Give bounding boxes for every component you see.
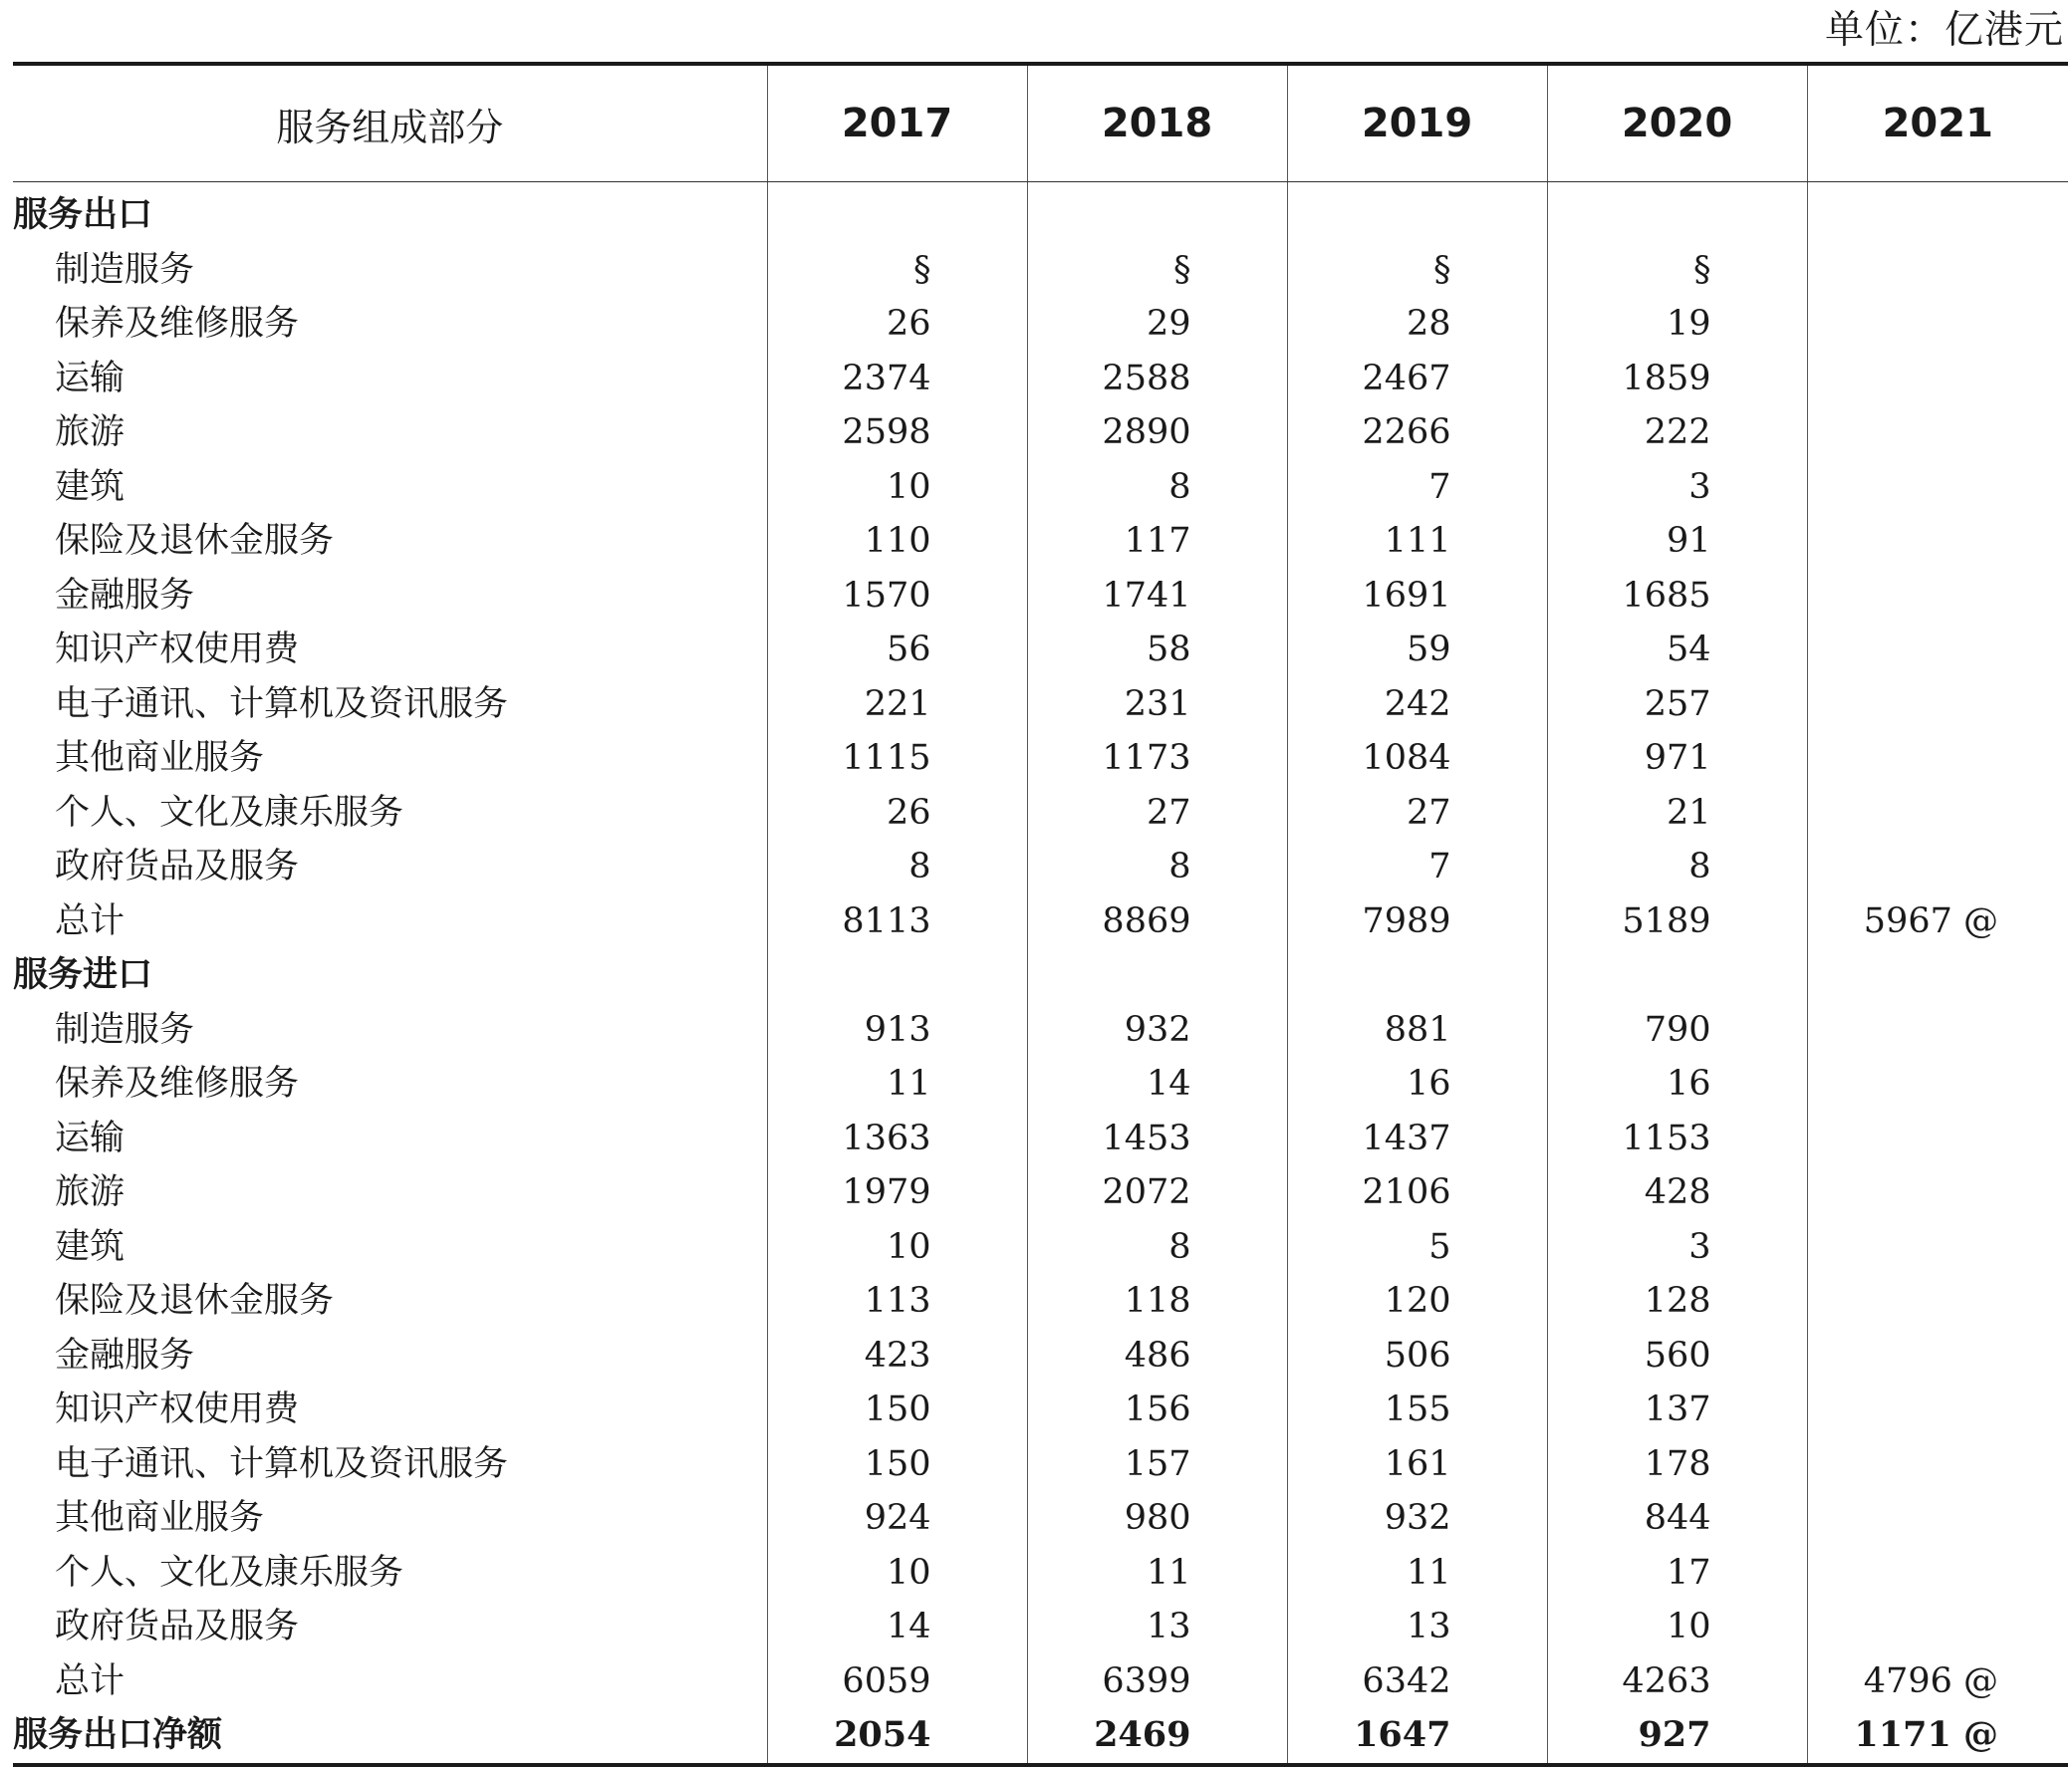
imports-value-cell bbox=[1807, 1600, 2068, 1654]
exports-value-cell: 117 bbox=[1027, 514, 1287, 569]
exports-value-cell: 2890 bbox=[1027, 405, 1287, 460]
imports-value-cell: 10 bbox=[767, 1220, 1027, 1275]
imports-row-label: 保养及维修服务 bbox=[55, 1064, 300, 1105]
table-row bbox=[13, 840, 2068, 894]
exports-value-cell bbox=[1807, 731, 2068, 786]
header-year-2017: 2017 bbox=[767, 64, 1027, 182]
exports-value-cell: 56 bbox=[767, 623, 1027, 677]
exports-value-cell bbox=[1807, 405, 2068, 460]
table-row bbox=[13, 297, 2068, 352]
table-row bbox=[13, 786, 2068, 841]
exports-value-cell: § bbox=[1547, 243, 1807, 298]
exports-value-cell: 19 bbox=[1547, 297, 1807, 352]
exports-value-cell bbox=[1807, 352, 2068, 406]
net-exports-value-cell: 1171 @ bbox=[1807, 1708, 2068, 1765]
imports-value-cell: 150 bbox=[767, 1383, 1027, 1437]
imports-row-label: 建筑 bbox=[55, 1226, 126, 1267]
exports-value-cell: 26 bbox=[767, 786, 1027, 841]
imports-value-cell: 178 bbox=[1547, 1437, 1807, 1492]
imports-value-cell: 113 bbox=[767, 1274, 1027, 1329]
imports-value-cell: 506 bbox=[1287, 1329, 1547, 1384]
table-row bbox=[13, 1220, 2068, 1275]
exports-value-cell bbox=[1807, 243, 2068, 298]
exports-value-cell bbox=[1807, 677, 2068, 732]
imports-value-cell: 844 bbox=[1547, 1491, 1807, 1546]
exports-value-cell: 2588 bbox=[1027, 352, 1287, 406]
exports-value-cell: 8869 bbox=[1027, 894, 1287, 949]
imports-value-cell: 4263 bbox=[1547, 1654, 1807, 1709]
exports-value-cell: 2598 bbox=[767, 405, 1027, 460]
exports-value-cell: 221 bbox=[767, 677, 1027, 732]
exports-value-cell: 110 bbox=[767, 514, 1027, 569]
table-body bbox=[13, 182, 2068, 1765]
exports-value-cell: 257 bbox=[1547, 677, 1807, 732]
imports-row-label: 个人、文化及康乐服务 bbox=[55, 1552, 404, 1593]
exports-value-cell: 1115 bbox=[767, 731, 1027, 786]
imports-row-label: 政府货品及服务 bbox=[55, 1607, 300, 1647]
header-year-2018: 2018 bbox=[1027, 64, 1287, 182]
imports-value-cell: 1363 bbox=[767, 1112, 1027, 1166]
exports-value-cell: 8 bbox=[767, 840, 1027, 894]
imports-value-cell: 118 bbox=[1027, 1274, 1287, 1329]
header-year-2020: 2020 bbox=[1547, 64, 1807, 182]
exports-row-label: 总计 bbox=[55, 900, 126, 941]
table-row bbox=[13, 1491, 2068, 1546]
imports-value-cell: 8 bbox=[1027, 1220, 1287, 1275]
imports-value-cell: 11 bbox=[1027, 1546, 1287, 1601]
section-imports-row bbox=[13, 948, 2068, 1003]
header-year-2021: 2021 bbox=[1807, 64, 2068, 182]
imports-value-cell: 11 bbox=[1287, 1546, 1547, 1601]
imports-row-label: 知识产权使用费 bbox=[55, 1389, 300, 1430]
section-title: 服务进口 bbox=[13, 954, 153, 996]
table-row bbox=[13, 1600, 2068, 1654]
imports-value-cell: 423 bbox=[767, 1329, 1027, 1384]
exports-value-cell: 3 bbox=[1547, 460, 1807, 515]
table-row bbox=[13, 1437, 2068, 1492]
exports-value-cell bbox=[1807, 840, 2068, 894]
exports-value-cell: 1859 bbox=[1547, 352, 1807, 406]
imports-row-label: 运输 bbox=[55, 1118, 126, 1158]
imports-value-cell bbox=[1807, 1112, 2068, 1166]
net-exports-value-cell: 1647 bbox=[1287, 1708, 1547, 1765]
table-row bbox=[13, 405, 2068, 460]
exports-value-cell: 1691 bbox=[1287, 569, 1547, 624]
imports-row-label: 其他商业服务 bbox=[55, 1498, 265, 1539]
exports-row-label: 保养及维修服务 bbox=[55, 304, 300, 345]
exports-value-cell bbox=[1807, 460, 2068, 515]
imports-row-label: 金融服务 bbox=[55, 1335, 195, 1376]
imports-value-cell bbox=[1807, 1329, 2068, 1384]
unit-label: 单位：亿港元 bbox=[1824, 8, 2064, 53]
exports-value-cell: 58 bbox=[1027, 623, 1287, 677]
table-row bbox=[13, 894, 2068, 949]
header-year-2019: 2019 bbox=[1287, 64, 1547, 182]
imports-value-cell: 157 bbox=[1027, 1437, 1287, 1492]
imports-value-cell: 913 bbox=[767, 1003, 1027, 1058]
exports-row-label: 电子通讯、计算机及资讯服务 bbox=[55, 683, 509, 724]
imports-value-cell: 881 bbox=[1287, 1003, 1547, 1058]
table-row bbox=[13, 1329, 2068, 1384]
table-row bbox=[13, 569, 2068, 624]
exports-value-cell: 2467 bbox=[1287, 352, 1547, 406]
imports-value-cell: 161 bbox=[1287, 1437, 1547, 1492]
table-row bbox=[13, 1383, 2068, 1437]
exports-value-cell: 231 bbox=[1027, 677, 1287, 732]
exports-row-label: 旅游 bbox=[55, 412, 126, 453]
imports-value-cell: 932 bbox=[1027, 1003, 1287, 1058]
imports-value-cell: 120 bbox=[1287, 1274, 1547, 1329]
table-row bbox=[13, 1654, 2068, 1709]
imports-value-cell: 16 bbox=[1547, 1057, 1807, 1112]
exports-value-cell: 8113 bbox=[767, 894, 1027, 949]
exports-value-cell: 1741 bbox=[1027, 569, 1287, 624]
section-exports-row bbox=[13, 182, 2068, 243]
exports-value-cell: 7 bbox=[1287, 840, 1547, 894]
table-row bbox=[13, 1274, 2068, 1329]
header-row bbox=[13, 64, 2068, 182]
exports-row-label: 政府货品及服务 bbox=[55, 847, 300, 887]
exports-value-cell: 21 bbox=[1547, 786, 1807, 841]
exports-value-cell: 5189 bbox=[1547, 894, 1807, 949]
exports-value-cell: 8 bbox=[1027, 460, 1287, 515]
exports-value-cell: 27 bbox=[1287, 786, 1547, 841]
exports-value-cell: 222 bbox=[1547, 405, 1807, 460]
exports-row-label: 个人、文化及康乐服务 bbox=[55, 792, 404, 833]
table-row bbox=[13, 243, 2068, 298]
exports-value-cell: 7 bbox=[1287, 460, 1547, 515]
exports-value-cell: 1173 bbox=[1027, 731, 1287, 786]
exports-value-cell: 971 bbox=[1547, 731, 1807, 786]
exports-value-cell bbox=[1807, 623, 2068, 677]
exports-row-label: 建筑 bbox=[55, 466, 126, 507]
exports-value-cell: 1685 bbox=[1547, 569, 1807, 624]
exports-value-cell: 5967 @ bbox=[1807, 894, 2068, 949]
table-row bbox=[13, 623, 2068, 677]
imports-value-cell: 13 bbox=[1027, 1600, 1287, 1654]
exports-value-cell bbox=[1807, 569, 2068, 624]
imports-value-cell: 4796 @ bbox=[1807, 1654, 2068, 1709]
exports-value-cell: 8 bbox=[1547, 840, 1807, 894]
imports-value-cell: 486 bbox=[1027, 1329, 1287, 1384]
exports-value-cell: § bbox=[1027, 243, 1287, 298]
imports-value-cell bbox=[1807, 1383, 2068, 1437]
table-row bbox=[13, 677, 2068, 732]
exports-row-label: 保险及退休金服务 bbox=[55, 521, 335, 562]
exports-value-cell: 28 bbox=[1287, 297, 1547, 352]
imports-value-cell: 156 bbox=[1027, 1383, 1287, 1437]
exports-value-cell: 29 bbox=[1027, 297, 1287, 352]
imports-value-cell: 5 bbox=[1287, 1220, 1547, 1275]
imports-value-cell: 11 bbox=[767, 1057, 1027, 1112]
imports-value-cell: 1437 bbox=[1287, 1112, 1547, 1166]
exports-value-cell: 1084 bbox=[1287, 731, 1547, 786]
imports-value-cell: 14 bbox=[767, 1600, 1027, 1654]
imports-value-cell: 2072 bbox=[1027, 1165, 1287, 1220]
exports-value-cell: 54 bbox=[1547, 623, 1807, 677]
imports-value-cell bbox=[1807, 1546, 2068, 1601]
exports-value-cell bbox=[1807, 297, 2068, 352]
exports-value-cell: 26 bbox=[767, 297, 1027, 352]
imports-value-cell: 13 bbox=[1287, 1600, 1547, 1654]
imports-value-cell: 1979 bbox=[767, 1165, 1027, 1220]
imports-value-cell bbox=[1807, 1274, 2068, 1329]
imports-row-label: 旅游 bbox=[55, 1172, 126, 1213]
imports-value-cell: 428 bbox=[1547, 1165, 1807, 1220]
exports-value-cell: § bbox=[767, 243, 1027, 298]
imports-value-cell: 6059 bbox=[767, 1654, 1027, 1709]
table-row bbox=[13, 1112, 2068, 1166]
exports-value-cell: 10 bbox=[767, 460, 1027, 515]
table-row bbox=[13, 460, 2068, 515]
imports-value-cell: 155 bbox=[1287, 1383, 1547, 1437]
imports-value-cell: 6399 bbox=[1027, 1654, 1287, 1709]
section-title: 服务出口 bbox=[13, 194, 153, 236]
imports-value-cell bbox=[1807, 1003, 2068, 1058]
net-exports-row bbox=[13, 1708, 2068, 1765]
imports-value-cell bbox=[1807, 1057, 2068, 1112]
imports-value-cell: 560 bbox=[1547, 1329, 1807, 1384]
table-row bbox=[13, 1546, 2068, 1601]
exports-value-cell: 2266 bbox=[1287, 405, 1547, 460]
exports-value-cell: 111 bbox=[1287, 514, 1547, 569]
table-row bbox=[13, 1057, 2068, 1112]
imports-value-cell: 137 bbox=[1547, 1383, 1807, 1437]
exports-value-cell: 27 bbox=[1027, 786, 1287, 841]
imports-value-cell: 10 bbox=[1547, 1600, 1807, 1654]
exports-row-label: 其他商业服务 bbox=[55, 738, 265, 779]
exports-value-cell bbox=[1807, 514, 2068, 569]
exports-value-cell: 242 bbox=[1287, 677, 1547, 732]
net-exports-value-cell: 2469 bbox=[1027, 1708, 1287, 1765]
imports-value-cell: 1153 bbox=[1547, 1112, 1807, 1166]
imports-value-cell: 14 bbox=[1027, 1057, 1287, 1112]
imports-value-cell bbox=[1807, 1165, 2068, 1220]
imports-value-cell: 6342 bbox=[1287, 1654, 1547, 1709]
imports-value-cell: 128 bbox=[1547, 1274, 1807, 1329]
table-row bbox=[13, 514, 2068, 569]
imports-value-cell bbox=[1807, 1437, 2068, 1492]
imports-value-cell: 924 bbox=[767, 1491, 1027, 1546]
exports-row-label: 运输 bbox=[55, 358, 126, 398]
exports-row-label: 制造服务 bbox=[55, 249, 195, 290]
exports-value-cell: 1570 bbox=[767, 569, 1027, 624]
services-trade-table bbox=[13, 62, 2068, 1767]
net-exports-value-cell: 2054 bbox=[767, 1708, 1027, 1765]
net-exports-label: 服务出口净额 bbox=[13, 1714, 223, 1756]
imports-value-cell: 2106 bbox=[1287, 1165, 1547, 1220]
imports-row-label: 电子通讯、计算机及资讯服务 bbox=[55, 1443, 509, 1484]
exports-row-label: 金融服务 bbox=[55, 575, 195, 616]
imports-value-cell: 980 bbox=[1027, 1491, 1287, 1546]
imports-value-cell bbox=[1807, 1220, 2068, 1275]
exports-value-cell: 8 bbox=[1027, 840, 1287, 894]
imports-value-cell: 150 bbox=[767, 1437, 1027, 1492]
imports-value-cell: 790 bbox=[1547, 1003, 1807, 1058]
imports-value-cell: 3 bbox=[1547, 1220, 1807, 1275]
table-row bbox=[13, 1003, 2068, 1058]
imports-value-cell: 932 bbox=[1287, 1491, 1547, 1546]
exports-value-cell: 91 bbox=[1547, 514, 1807, 569]
net-exports-value-cell: 927 bbox=[1547, 1708, 1807, 1765]
exports-row-label: 知识产权使用费 bbox=[55, 630, 300, 670]
imports-value-cell: 17 bbox=[1547, 1546, 1807, 1601]
imports-row-label: 总计 bbox=[55, 1660, 126, 1701]
imports-value-cell bbox=[1807, 1491, 2068, 1546]
imports-row-label: 制造服务 bbox=[55, 1009, 195, 1050]
table-row bbox=[13, 731, 2068, 786]
table-row bbox=[13, 352, 2068, 406]
table-row bbox=[13, 1165, 2068, 1220]
imports-row-label: 保险及退休金服务 bbox=[55, 1281, 335, 1322]
exports-value-cell bbox=[1807, 786, 2068, 841]
imports-value-cell: 10 bbox=[767, 1546, 1027, 1601]
imports-value-cell: 16 bbox=[1287, 1057, 1547, 1112]
exports-value-cell: § bbox=[1287, 243, 1547, 298]
imports-value-cell: 1453 bbox=[1027, 1112, 1287, 1166]
exports-value-cell: 7989 bbox=[1287, 894, 1547, 949]
header-label: 服务组成部分 bbox=[13, 64, 767, 182]
exports-value-cell: 59 bbox=[1287, 623, 1547, 677]
exports-value-cell: 2374 bbox=[767, 352, 1027, 406]
